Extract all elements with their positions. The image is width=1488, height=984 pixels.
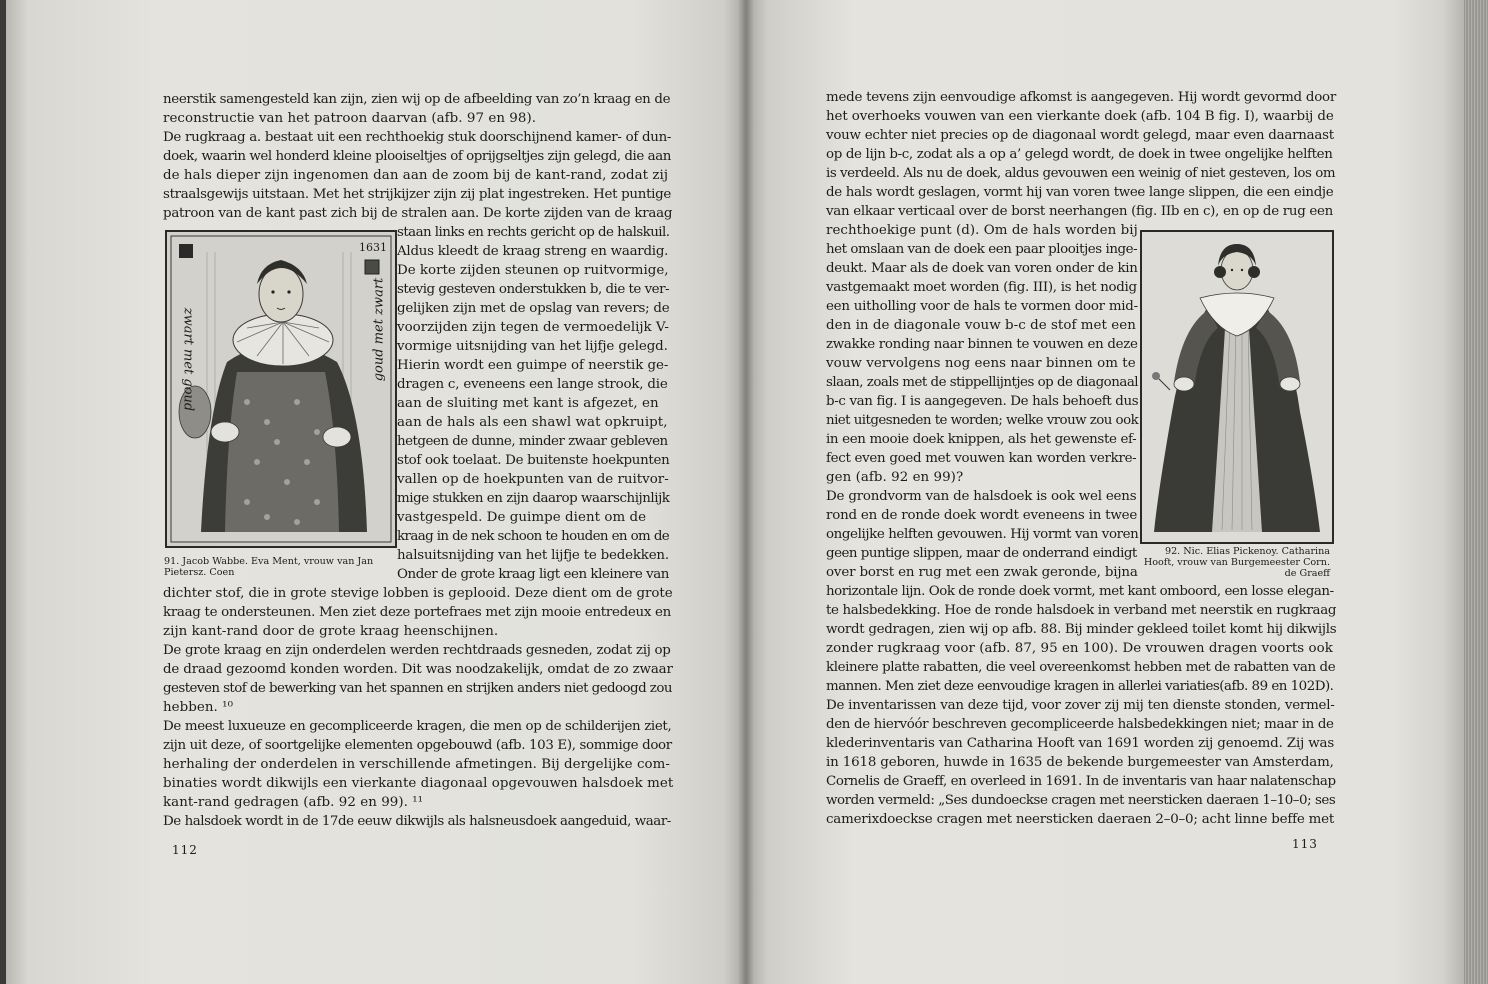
text-line: zonder rugkraag voor (afb. 87, 95 en 100). De vrouwen dragen voorts ook	[826, 641, 1333, 656]
text-line: zijn uit deze, of soortgelijke elementen opgebouwd (afb. 103 E), sommige door	[163, 738, 672, 753]
figure-92-portrait	[1140, 230, 1334, 544]
text-line: klederinventaris van Catharina Hooft van 1691 worden zij genoemd. Zij was	[826, 736, 1335, 751]
text-line: de hals dieper zijn ingenomen dan aan de zoom bij de kant-rand, zodat zij	[163, 168, 669, 183]
text-line: aan de hals als een shawl wat opkruipt,	[397, 415, 668, 430]
figure-year: 1631	[359, 241, 387, 254]
text-line: vastgespeld. De guimpe dient om de	[397, 510, 647, 525]
text-line: in een mooie doek knippen, als het gewenste ef-	[826, 432, 1137, 447]
text-line: halsuitsnijding van het lijfje te bedekken.	[397, 548, 669, 563]
figure-91-portrait	[165, 230, 397, 548]
portrait-engraving-image	[167, 232, 395, 546]
text-line: doek, waarin wel honderd kleine plooiseltjes of oprijgseltjes zijn gelegd, die aan	[163, 149, 671, 164]
text-line: straalsgewijs uitstaan. Met het strijkijzer zijn zij plat ingestreken. Het puntige	[163, 187, 672, 202]
text-line: van elkaar verticaal over de borst neerhangen (fig. IIb en c), en op de rug een	[826, 204, 1333, 219]
text-line: rechthoekige punt (d). Om de hals worden bij	[826, 223, 1138, 238]
text-line: worden vermeld: „Ses dundoeckse cragen met neersticken daeraen 1–10–0; ses	[826, 793, 1336, 808]
text-line: wordt gedragen, zien wij op afb. 88. Bij minder gekleed toilet komt hij dikwijls	[826, 622, 1337, 637]
text-line: de hals wordt geslagen, vormt hij van voren twee lange slippen, die een eindje	[826, 185, 1334, 200]
text-line: deukt. Maar als de doek van voren onder de kin	[826, 261, 1138, 276]
caption-line: Pietersz. Coen	[164, 567, 235, 578]
text-line: De grote kraag en zijn onderdelen werden rechtdraads gesneden, zodat zij op	[163, 643, 671, 658]
text-line: De meest luxueuze en gecompliceerde kragen, die men op de schilderijen ziet,	[163, 719, 672, 734]
text-line: den de hiervóór beschreven gecompliceerde halsbedekkingen niet; maar in de	[826, 717, 1334, 732]
text-line: op de lijn b-c, zodat als a op a’ gelegd wordt, de doek in twee ongelijke helften	[826, 147, 1333, 162]
right-page	[746, 0, 1464, 984]
text-line: rond en de ronde doek wordt eveneens in twee	[826, 508, 1138, 523]
text-line: voorzijden zijn tegen de vermoedelijk V-	[397, 320, 669, 335]
text-line: Cornelis de Graeff, en overleed in 1691. In de inventaris van haar nalatenschap	[826, 774, 1336, 789]
text-line: zwakke ronding naar binnen te vouwen en deze	[826, 337, 1138, 352]
page-edges	[1464, 0, 1488, 984]
text-line: den in de diagonale vouw b-c de stof met een	[826, 318, 1136, 333]
caption-line: de Graeff	[1284, 568, 1330, 579]
text-line: gelijken zijn met de opslag van revers; de	[397, 301, 670, 316]
text-line: geen puntige slippen, maar de onderrand eindigt	[826, 546, 1137, 561]
gutter-shadow	[738, 0, 754, 984]
text-line: kleinere platte rabatten, die veel overeenkomst hebben met de rabatten van de	[826, 660, 1336, 675]
text-line: slaan, zoals met de stippellijntjes op de diagonaal	[826, 375, 1139, 390]
text-line: b-c van fig. I is aangegeven. De hals behoeft dus	[826, 394, 1139, 409]
text-line: vastgemaakt moet worden (fig. III), is het nodig	[826, 280, 1137, 295]
text-line: gen (afb. 92 en 99)?	[826, 470, 964, 485]
caption-line: 92. Nic. Elias Pickenoy. Catharina	[1164, 546, 1330, 557]
text-line: patroon van de kant past zich bij de stralen aan. De korte zijden van de kraag	[163, 206, 673, 221]
text-line: stof ook toelaat. De buitenste hoekpunten	[397, 453, 670, 468]
text-line: dragen c, eveneens een lange strook, die	[397, 377, 668, 392]
text-line: is verdeeld. Als nu de doek, aldus gevouwen een weinig of niet gesteven, los om	[826, 166, 1336, 181]
text-line: staan links en rechts gericht op de halskuil.	[397, 225, 670, 240]
figure-motto-left: zwart met goud	[180, 307, 196, 412]
text-line: hebben. ¹⁰	[163, 700, 233, 715]
text-line: de draad gezoomd konden worden. Dit was noodzakelijk, omdat de zo zwaar	[163, 662, 673, 677]
text-line: Aldus kleedt de kraag streng en waardig.	[397, 244, 669, 259]
figure-motto-right: goud met zwart	[371, 277, 387, 382]
page-number-right: 113	[1292, 837, 1318, 851]
text-line: De korte zijden steunen op ruitvormige,	[397, 263, 669, 278]
text-line: vormige uitsnijding van het lijfje gelegd.	[397, 339, 668, 354]
caption-line: 91. Jacob Wabbe. Eva Ment, vrouw van Jan	[164, 556, 374, 567]
text-line: herhaling der onderdelen in verschillende afmetingen. Bij dergelijke com-	[163, 757, 670, 772]
text-line: vouw vervolgens nog eens naar binnen om te	[826, 356, 1136, 371]
text-line: kant-rand gedragen (afb. 92 en 99). ¹¹	[163, 795, 424, 810]
text-line: horizontale lijn. Ook de ronde doek vormt, met kant omboord, een losse elegan-	[826, 584, 1334, 599]
text-line: fect even goed met vouwen kan worden verkre-	[826, 451, 1137, 466]
left-page	[6, 0, 746, 984]
text-line: ongelijke helften gevouwen. Hij vormt van voren	[826, 527, 1139, 542]
text-line: het omslaan van de doek een paar plooitjes inge-	[826, 242, 1138, 257]
text-line: te halsbedekking. Hoe de ronde halsdoek in verband met neerstik en rugkraag	[826, 603, 1337, 618]
text-line: aan de sluiting met kant is afgezet, en	[397, 396, 659, 411]
text-line: zijn kant-rand door de grote kraag heenschijnen.	[163, 624, 499, 639]
portrait-engraving-image	[1142, 232, 1332, 542]
text-line: camerixdoeckse cragen met neersticken daeraen 2–0–0; acht linne beffe met	[826, 812, 1335, 827]
text-line: De halsdoek wordt in de 17de eeuw dikwijls als halsneusdoek aangeduid, waar-	[163, 814, 671, 829]
text-line: binaties wordt dikwijls een vierkante diagonaal opgevouwen halsdoek met	[163, 776, 674, 791]
figure-91-caption	[164, 556, 373, 578]
text-line: kraag te ondersteunen. Men ziet deze portefraes met zijn mooie entredeux en	[163, 605, 671, 620]
text-line: vallen op de hoekpunten van de ruitvor-	[397, 472, 669, 487]
page-number-left: 112	[172, 843, 198, 857]
text-line: kraag in de nek schoon te houden en om de	[397, 529, 670, 544]
text-line: Onder de grote kraag ligt een kleinere van	[397, 567, 669, 582]
text-line: vouw echter niet precies op de diagonaal wordt gelegd, maar even daarnaast	[826, 128, 1334, 143]
text-line: niet uitgesneden te worden; welke vrouw zou ook	[826, 413, 1139, 428]
text-line: De grondvorm van de halsdoek is ook wel eens	[826, 489, 1137, 504]
text-line: mannen. Men ziet deze eenvoudige kragen in allerlei variaties(afb. 89 en 102D).	[826, 679, 1334, 694]
caption-line: Hooft, vrouw van Burgemeester Corn.	[1143, 557, 1330, 568]
text-line: in 1618 geboren, huwde in 1635 de bekende burgemeester van Amsterdam,	[826, 755, 1334, 770]
text-line: gesteven stof de bewerking van het spannen en strijken anders niet gedoogd zou	[163, 681, 672, 696]
text-line: stevig gesteven onderstukken b, die te ver-	[397, 282, 669, 297]
text-line: over borst en rug met een zwak geronde, bijna	[826, 565, 1138, 580]
text-line: neerstik samengesteld kan zijn, zien wij op de afbeelding van zo’n kraag en de	[163, 92, 671, 107]
text-line: De inventarissen van deze tijd, voor zover zij mij ten dienste stonden, vermel-	[826, 698, 1335, 713]
text-line: reconstructie van het patroon daarvan (afb. 97 en 98).	[163, 111, 537, 126]
text-line: De rugkraag a. bestaat uit een rechthoekig stuk doorschijnend kamer- of dun-	[163, 130, 672, 145]
text-line: dichter stof, die in grote stevige lobben is geplooid. Deze dient om de grote	[163, 586, 673, 601]
text-line: het overhoeks vouwen van een vierkante doek (afb. 104 B fig. I), waarbij de	[826, 109, 1334, 124]
text-line: mede tevens zijn eenvoudige afkomst is aangegeven. Hij wordt gevormd door	[826, 90, 1336, 105]
text-line: Hierin wordt een guimpe of neerstik ge-	[397, 358, 669, 373]
text-line: hetgeen de dunne, minder zwaar gebleven	[397, 434, 668, 449]
text-line: mige stukken en zijn daarop waarschijnlijk	[397, 491, 670, 506]
figure-92-caption	[1138, 546, 1330, 579]
text-line: een uitholling voor de hals te vormen door mid-	[826, 299, 1138, 314]
